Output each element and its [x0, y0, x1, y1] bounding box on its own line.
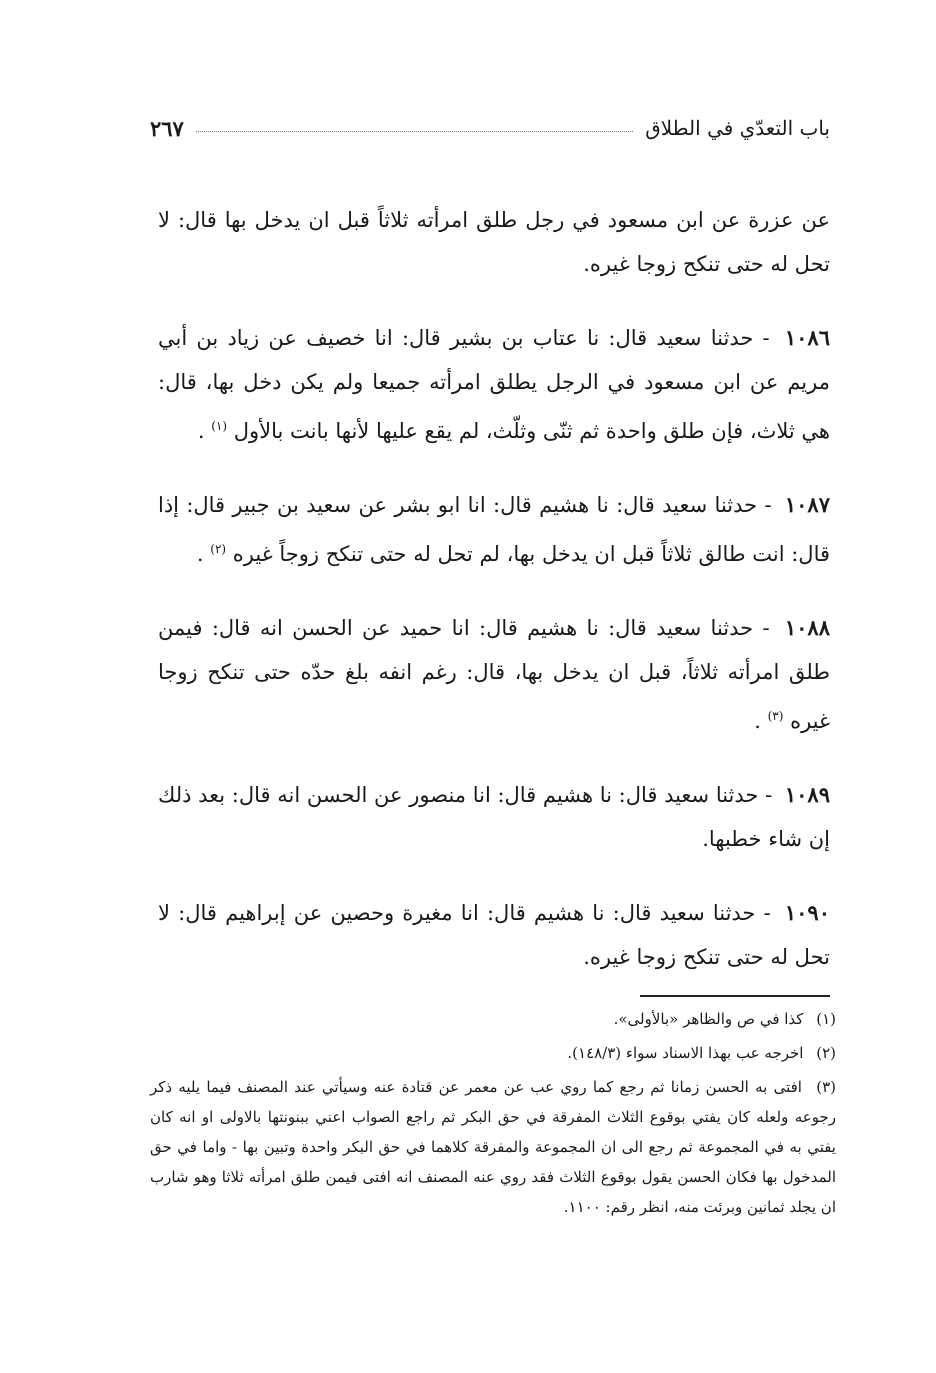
page-number: ٢٦٧: [150, 115, 184, 141]
hadith-1090: [158, 891, 830, 979]
footnote-text: اخرجه عب بهذا الاسناد سواء (١٤٨/٣).: [567, 1044, 804, 1062]
footnote-ref: (١): [211, 419, 228, 433]
sentence-end: .: [196, 542, 204, 566]
hadith-number: ١٠٨٩: [784, 782, 830, 807]
running-header: [150, 108, 830, 148]
hadith-number: ١٠٩٠: [784, 900, 830, 925]
hadith-text: - حدثنا سعيد قال: نا هشيم قال: انا مغيرة وحصين عن إبراهيم قال: لا تحل له حتى تنكح زوجا غيره.: [158, 901, 830, 969]
hadith-number: ١٠٨٨: [784, 615, 830, 640]
footnote-text: كذا في ص والظاهر «بالأولى».: [613, 1010, 804, 1028]
footnote-mark: (٣): [816, 1078, 836, 1096]
hadith-1086: [158, 316, 830, 453]
hadith-text: - حدثنا سعيد قال: نا هشيم قال: انا حميد عن الحسن انه قال: فيمن طلق امرأته ثلاثاً، قبل ان يدخل بها، قال: رغم انفه بلغ حدّه حتى تنكح زوجا غيره: [158, 616, 830, 733]
footnotes: [150, 1004, 836, 1226]
chapter-title: باب التعدّي في الطلاق: [645, 116, 830, 140]
hadith-1087: [158, 483, 830, 576]
paragraph-text: عن عزرة عن ابن مسعود في رجل طلق امرأته ثلاثاً قبل ان يدخل بها قال: لا تحل له حتى تنكح زوجا غيره.: [158, 208, 830, 276]
hadith-1089: [158, 773, 830, 861]
footnote-mark: (١): [816, 1010, 836, 1028]
paragraph-continuation: [158, 198, 830, 286]
hadith-text: - حدثنا سعيد قال: نا هشيم قال: انا منصور عن الحسن انه قال: بعد ذلك إن شاء خطبها.: [158, 783, 830, 851]
hadith-number: ١٠٨٦: [784, 325, 830, 350]
footnote-text: افتى به الحسن زمانا ثم رجع كما روي عب عن معمر عن قتادة عنه وسيأتي عند المصنف فيما يليه ذكر رجوعه ولعله كان يفتي بوقوع الثلاث المفرقة في حق البكر ثم راجع الصواب اعني ببنونتها بالاولى او انه كان يفتي به في المجموعة ثم رجع الى ان المجموعة والمفرقة كلاهما في حق البكر واحدة وتبين بها - واما في حق المدخول بها فكان الحسن يقول بوقوع الثلاث فقد روي عنه المصنف انه افتى فيمن طلق امرأته ثلاثا وهو شارب ان يجلد ثمانين وبرئت منه، انظر رقم: ١١٠٠.: [150, 1078, 836, 1216]
hadith-number: ١٠٨٧: [784, 492, 830, 517]
footnote-mark: (٢): [816, 1044, 836, 1062]
header-dotted-rule: [196, 131, 633, 132]
main-text: [158, 198, 830, 1009]
footnote-3: [150, 1072, 836, 1222]
hadith-1088: [158, 606, 830, 743]
footnote-ref: (٣): [767, 709, 784, 723]
footnote-1: [150, 1004, 836, 1034]
footnote-separator: [640, 995, 830, 997]
hadith-text: - حدثنا سعيد قال: نا عتاب بن بشير قال: انا خصيف عن زياد بن أبي مريم عن ابن مسعود في الرجل يطلق امرأته جميعا ولم يكن دخل بها، قال: هي ثلاث، فإن طلق واحدة ثم ثنّى وثلّث، لم يقع عليها لأنها بانت بالأول: [158, 326, 830, 443]
footnote-ref: (٢): [210, 542, 227, 556]
hadith-text: - حدثنا سعيد قال: نا هشيم قال: انا ابو بشر عن سعيد بن جبير قال: إذا قال: انت طالق ثلاثاً قبل ان يدخل بها، لم تحل له حتى تنكح زوجاً غيره: [158, 493, 830, 566]
sentence-end: .: [754, 709, 761, 733]
footnote-2: [150, 1038, 836, 1068]
sentence-end: .: [197, 419, 205, 443]
